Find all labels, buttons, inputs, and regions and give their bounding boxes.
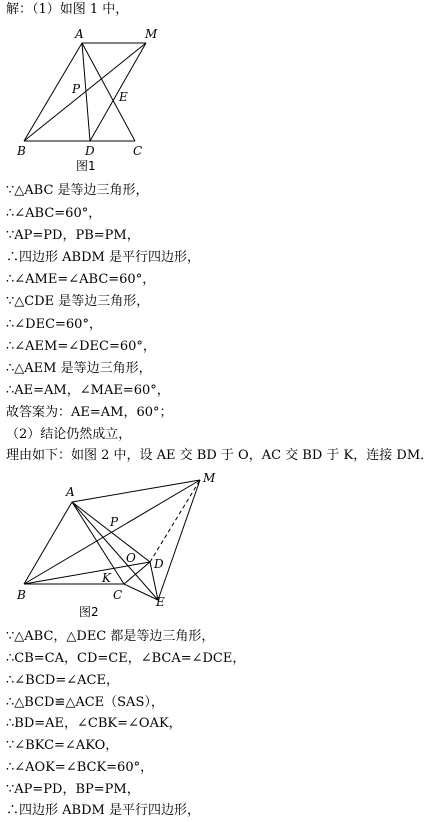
fig2-label-e: E — [156, 595, 165, 609]
fig2-label-m: M — [203, 471, 216, 485]
segment-dm-dashed — [150, 480, 200, 562]
fig1-label-c: C — [133, 144, 143, 158]
segment-ad — [72, 502, 150, 562]
part1-line-4: ∴四边形 ABDM 是平行四边形， — [6, 250, 200, 265]
part1-line-7: ∴∠DEC=60°， — [6, 317, 102, 332]
fig1-label-d: D — [85, 144, 95, 158]
fig1-label-b: B — [17, 144, 26, 158]
part2-line-8: ∵AP=PD，BP=PM， — [6, 782, 140, 797]
part1-line-10: ∴AE=AM，∠MAE=60°， — [6, 383, 170, 398]
part2-reason: 理由如下：如图 2 中，设 AE 交 BD 于 O，AC 交 BD 于 K，连接 DM． — [6, 448, 434, 463]
segment-ad — [82, 43, 90, 141]
fig1-label-e: E — [119, 90, 128, 104]
fig2-label-o: O — [126, 551, 136, 565]
figure-1-svg — [0, 24, 200, 176]
part1-line-2: ∴∠ABC=60°， — [6, 206, 102, 221]
part2-line-3: ∴∠BCD=∠ACE， — [6, 673, 119, 688]
part1-line-1: ∵△ABC 是等边三角形， — [6, 183, 149, 198]
figure-2 — [0, 466, 230, 626]
part1-line-6: ∵△CDE 是等边三角形， — [6, 294, 150, 309]
figure-1 — [0, 24, 200, 176]
part1-line-3: ∵AP=PD，PB=PM， — [6, 228, 140, 243]
fig2-label-a: A — [66, 485, 75, 499]
fig2-label-p: P — [110, 515, 119, 529]
part1-answer: 故答案为：AE=AM，60°； — [6, 405, 173, 420]
fig1-label-m: M — [145, 27, 158, 41]
part2-line-5: ∴BD=AE，∠CBK=∠OAK， — [6, 716, 182, 731]
part1-line-5: ∴∠AME=∠ABC=60°， — [6, 272, 156, 287]
part1-line-9: ∴△AEM 是等边三角形， — [6, 361, 152, 376]
fig2-label-b: B — [17, 588, 26, 602]
fig1-label-a: A — [75, 27, 84, 41]
fig2-label-c: C — [113, 588, 123, 602]
fig1-label-p: P — [72, 82, 81, 96]
fig2-label-k: K — [102, 571, 111, 585]
fig1-caption: 图1 — [76, 159, 96, 173]
part2-line-1: ∵△ABC，△DEC 都是等边三角形， — [6, 629, 215, 644]
fig2-caption: 图2 — [79, 605, 99, 619]
part1-line-8: ∴∠AEM=∠DEC=60°， — [6, 339, 156, 354]
part2-line-4: ∴△BCD≌△ACE（SAS）， — [6, 695, 164, 710]
segment-ce — [124, 584, 158, 600]
segment-dm — [90, 43, 146, 141]
segment-me — [158, 480, 200, 600]
part2-line-6: ∵∠BKC=∠AKO， — [6, 738, 119, 753]
part2-line-2: ∴CB=CA，CD=CE，∠BCA=∠DCE， — [6, 651, 246, 666]
part2-line-7: ∴∠AOK=∠BCK=60°， — [6, 760, 154, 775]
segment-ab — [24, 502, 72, 584]
solution-intro: 解：（1）如图 1 中， — [6, 2, 129, 17]
part2-heading: （2）结论仍然成立， — [6, 427, 132, 442]
part2-line-9: ∴四边形 ABDM 是平行四边形， — [6, 803, 200, 818]
figure-2-svg — [0, 466, 230, 626]
fig2-label-d: D — [154, 557, 164, 571]
